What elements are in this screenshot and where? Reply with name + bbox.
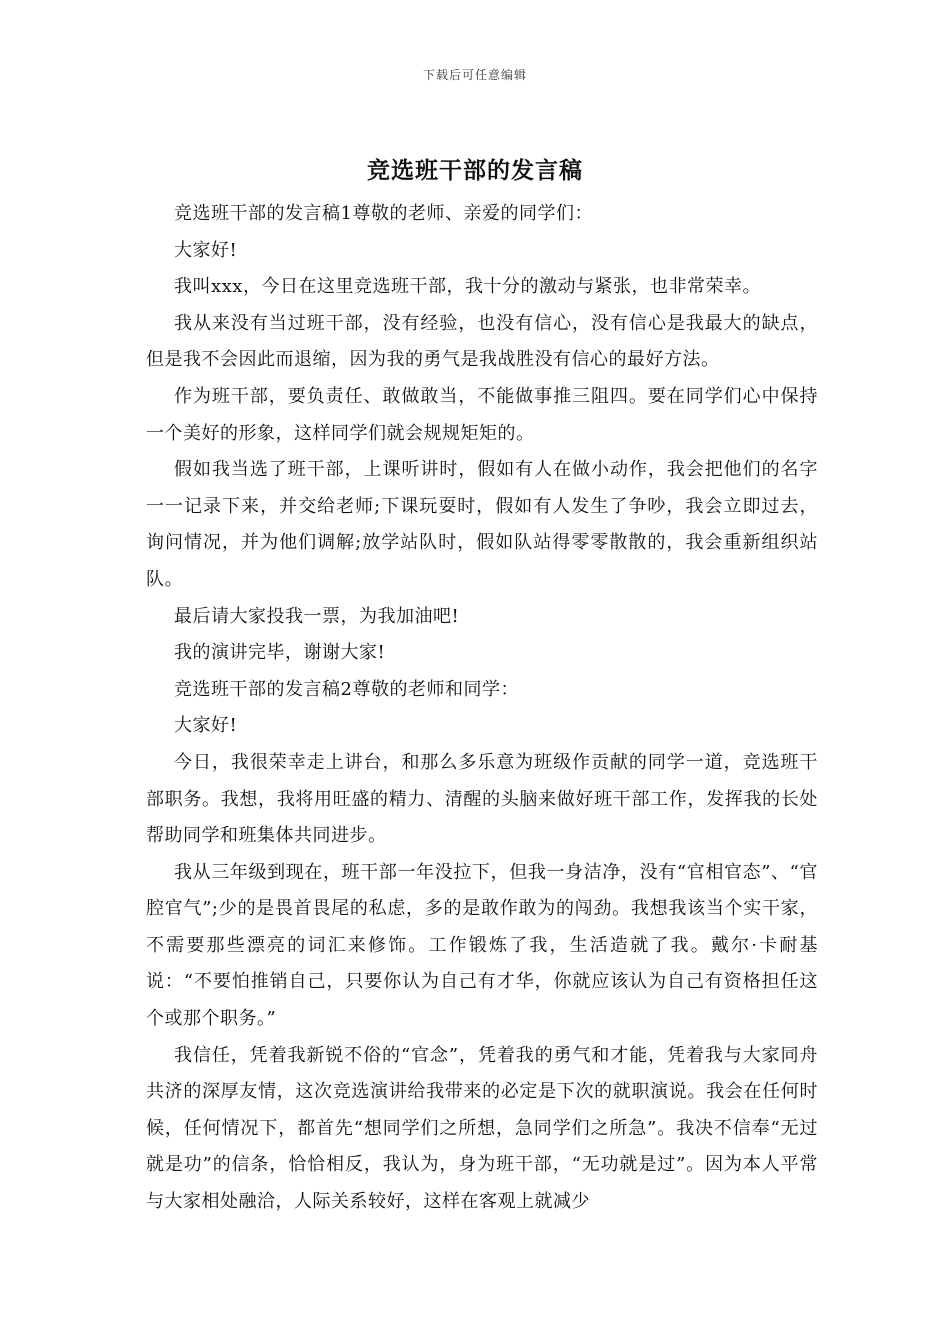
paragraph: 大家好! [174,715,238,737]
paragraph: 我信任，凭着我新锐不俗的“官念”，凭着我的勇气和才能，凭着我与大家同舟共济的深厚友情，这次竞选演讲给我带来的必定是下次的就职演说。我会在任何时候，任何情况下，都首先“想同学们之所想，急同学们之所急”。我决不信奉“无过就是功”的信条，恰恰相反，我认为，身为班干部，“无功就是过”。因为本人平常与大家相处融洽，人际关系较好，这样在客观上就减少 [146,1044,818,1213]
paragraph: 竞选班干部的发言稿1尊敬的老师、亲爱的同学们： [174,203,593,224]
paragraph: 我从三年级到现在，班干部一年没拉下，但我一身洁净，没有“官相官态”、“官腔官气”;少的是畏首畏尾的私虑，多的是敢作敢为的闯劲。我想我该当个实干家，不需要那些漂亮的词汇来修饰。工作锻炼了我，生活造就了我。戴尔·卡耐基说：“不要怕推销自己，只要你认为自己有才华，你就应该认为自己有资格担任这个或那个职务。” [146,861,818,1030]
paragraph: 今日，我很荣幸走上讲台，和那么多乐意为班级作贡献的同学一道，竞选班干部职务。我想，我将用旺盛的精力、清醒的头脑来做好班干部工作，发挥我的长处帮助同学和班集体共同进步。 [146,751,818,847]
paragraph: 作为班干部，要负责任、敢做敢当，不能做事推三阻四。要在同学们心中保持一个美好的形象，这样同学们就会规规矩矩的。 [146,385,818,444]
paragraph: 我从来没有当过班干部，没有经验，也没有信心，没有信心是我最大的缺点，但是我不会因此而退缩，因为我的勇气是我战胜没有信心的最好方法。 [146,312,818,371]
paragraph: 大家好! [174,239,238,261]
paragraph: 我叫xxx，今日在这里竞选班干部，我十分的激动与紧张，也非常荣幸。 [174,276,761,298]
paragraph: 竞选班干部的发言稿2尊敬的老师和同学： [174,678,519,700]
document-body [146,196,818,1221]
document-title: 竞选班干部的发言稿 [367,157,583,184]
paragraph: 我的演讲完毕，谢谢大家! [174,642,386,664]
page-header-note: 下载后可任意编辑 [422,68,527,82]
paragraph: 最后请大家投我一票，为我加油吧! [174,605,460,627]
paragraph: 假如我当选了班干部，上课听讲时，假如有人在做小动作，我会把他们的名字一一记录下来，并交给老师;下课玩耍时，假如有人发生了争吵，我会立即过去，询问情况，并为他们调解;放学站队时，假如队站得零零散散的，我会重新组织站队。 [146,459,818,590]
